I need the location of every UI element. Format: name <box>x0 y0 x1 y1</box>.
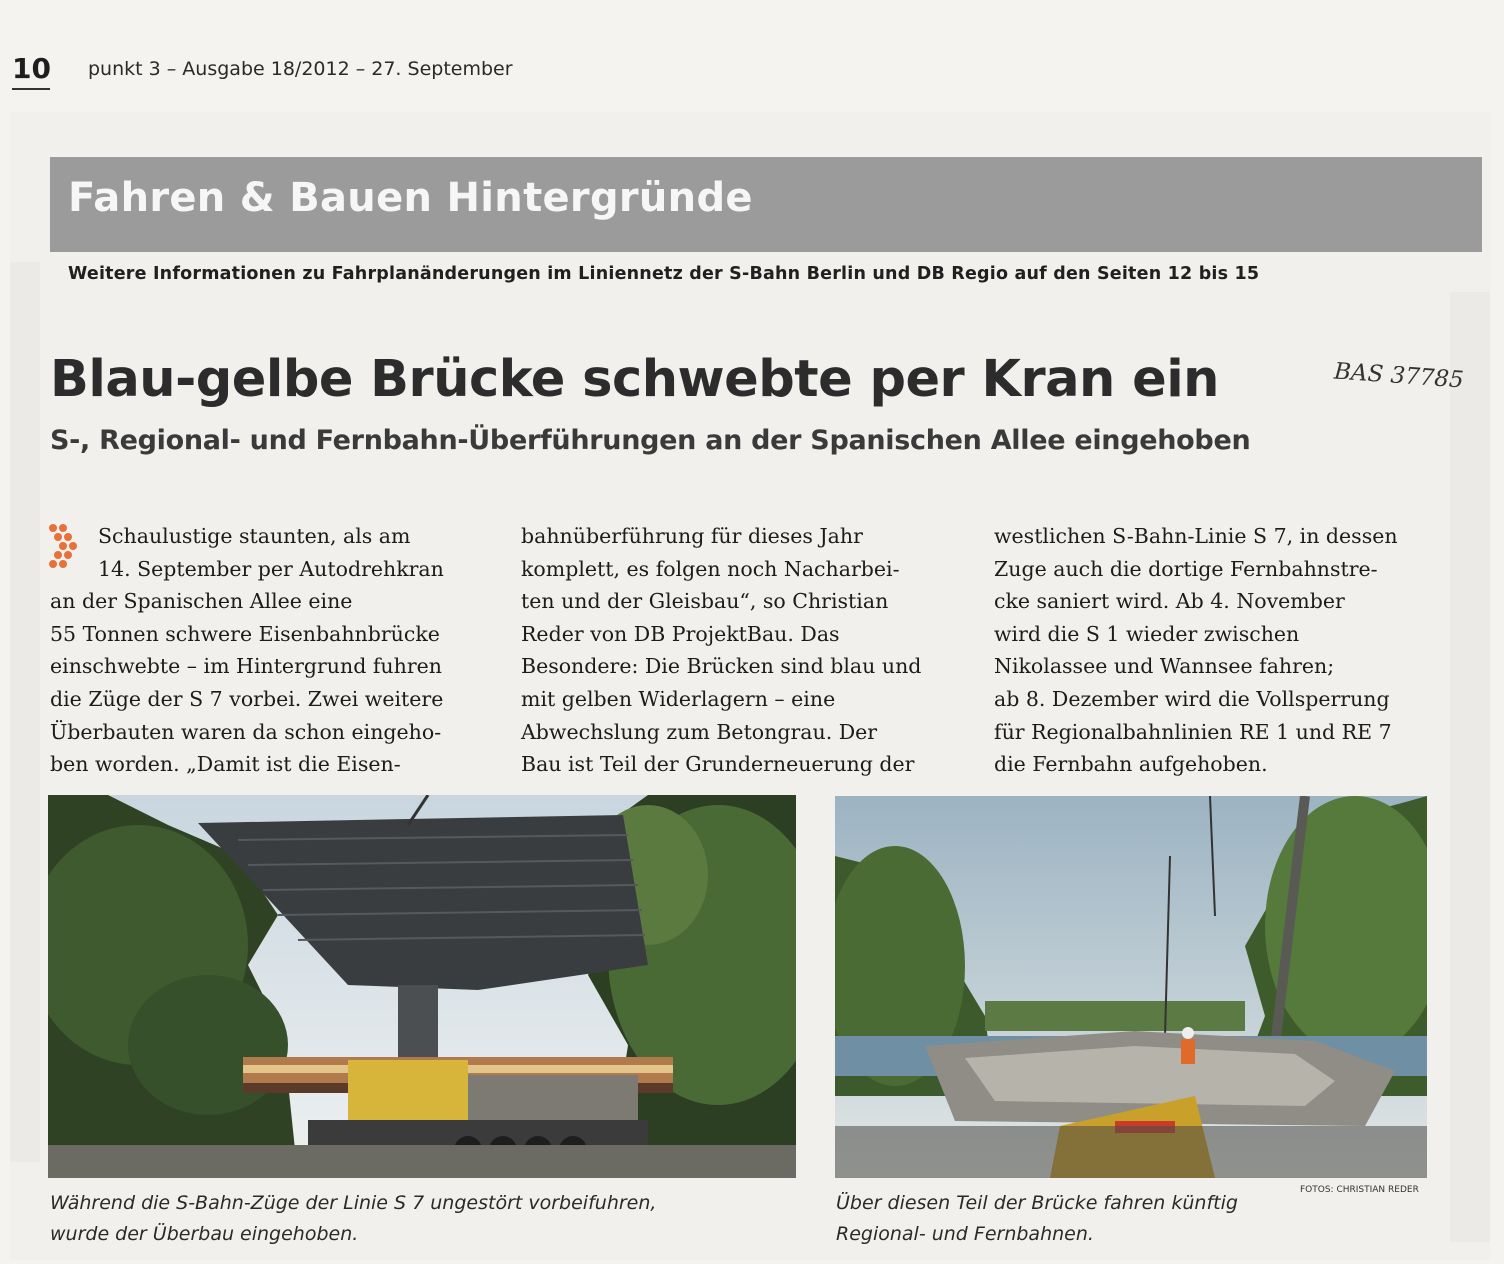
text-line: die Züge der S 7 vorbei. Zwei weitere <box>50 686 444 711</box>
text-line: ten und der Gleisbau“, so Christian <box>521 589 889 614</box>
text-line: 55 Tonnen schwere Eisenbahnbrücke <box>50 621 440 646</box>
caption-line: Über diesen Teil der Brücke fahren künftig <box>836 1192 1238 1214</box>
article-column-3 <box>994 520 1434 781</box>
section-title: Fahren & Bauen Hintergründe <box>68 175 753 221</box>
text-line: an der Spanischen Allee eine <box>50 589 353 614</box>
caption-line: Während die S-Bahn-Züge der Linie S 7 ungestört vorbeifuhren, <box>50 1192 657 1214</box>
photo-crane-bridge <box>48 795 796 1178</box>
section-subtitle: Weitere Informationen zu Fahrplanänderungen im Liniennetz der S-Bahn Berlin und DB Regio auf den Seiten 12 bis 15 <box>68 264 1260 284</box>
text-line: Besondere: Die Brücken sind blau und <box>521 654 922 679</box>
article-column-1 <box>50 520 490 781</box>
handwritten-note: BAS 37785 <box>1333 358 1465 394</box>
text-line: wird die S 1 wieder zwischen <box>994 621 1300 646</box>
text-line: Reder von DB ProjektBau. Das <box>521 621 840 646</box>
text-line: komplett, es folgen noch Nacharbei- <box>521 556 900 581</box>
article-column-2 <box>521 520 961 781</box>
text-line: Abwechslung zum Betongrau. Der <box>521 719 878 744</box>
text-line: ben worden. „Damit ist die Eisen- <box>50 752 401 777</box>
page-number: 10 <box>12 52 50 90</box>
text-line: für Regionalbahnlinien RE 1 und RE 7 <box>994 719 1392 744</box>
photo-credit: FOTOS: CHRISTIAN REDER <box>1300 1185 1419 1195</box>
text-line: bahnüberführung für dieses Jahr <box>521 524 863 548</box>
text-line: Überbauten waren da schon eingeho- <box>50 719 442 744</box>
text-line: cke saniert wird. Ab 4. November <box>994 589 1345 614</box>
text-line: Bau ist Teil der Grunderneuerung der <box>521 752 915 777</box>
article-subheadline: S-, Regional- und Fernbahn-Überführungen an der Spanischen Allee eingehoben <box>50 425 1251 456</box>
caption-line: Regional- und Fernbahnen. <box>836 1223 1094 1245</box>
section-banner <box>50 157 1482 252</box>
text-line: einschwebte – im Hintergrund fuhren <box>50 654 442 679</box>
text-line: die Fernbahn aufgehoben. <box>994 752 1268 777</box>
article-headline: Blau-gelbe Brücke schwebte per Kran ein <box>50 350 1219 409</box>
photo-caption-2 <box>836 1188 1238 1250</box>
text-line: Nikolassee und Wannsee fahren; <box>994 654 1335 679</box>
caption-line: wurde der Überbau eingehoben. <box>50 1223 359 1245</box>
text-line: Schaulustige staunten, als am <box>98 524 411 548</box>
text-line: mit gelben Widerlagern – eine <box>521 686 836 711</box>
text-line: westlichen S-Bahn-Linie S 7, in dessen <box>994 524 1398 548</box>
text-line: 14. September per Autodrehkran <box>98 556 444 581</box>
photo-caption-1 <box>50 1188 656 1250</box>
text-line: Zuge auch die dortige Fernbahnstre- <box>994 556 1378 581</box>
issue-line: punkt 3 – Ausgabe 18/2012 – 27. September <box>88 58 513 80</box>
text-line: ab 8. Dezember wird die Vollsperrung <box>994 686 1390 711</box>
photo-bridge-section <box>835 796 1427 1178</box>
